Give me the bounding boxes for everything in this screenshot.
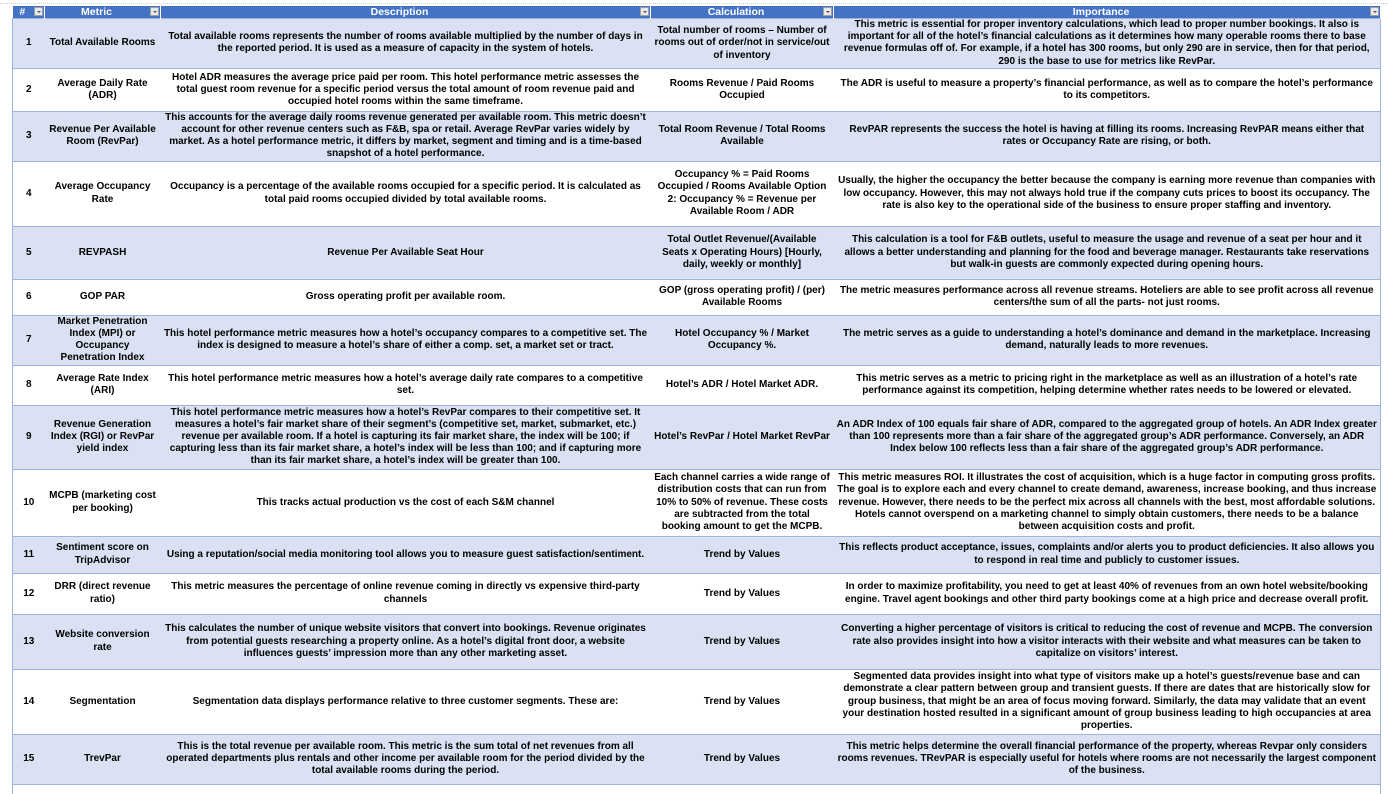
cell-calculation[interactable]: Hotel’s ADR / Hotel Market ADR. [651, 365, 834, 405]
cell-num[interactable]: 12 [13, 573, 45, 614]
cell-importance[interactable]: This calculation is a tool for F&B outlets, useful to measure the usage and revenue of a seat per hour and it allows a better understanding and planning for the food and beverage manager. Restaurants take reservations but walk-in guests are commonly expected during opening hours. [834, 226, 1381, 279]
cell-num[interactable]: 10 [13, 469, 45, 536]
cell-importance[interactable]: Converting a higher percentage of visitors is critical to reducing the cost of revenue and MCPB. The conversion rate also provides insight into how a visitor interacts with their website and what measures can be taken to capitalize on visitors’ interest. [834, 614, 1381, 669]
table-row [13, 365, 1381, 405]
cell-calculation[interactable]: Occupancy % = Paid Rooms Occupied / Rooms Available Option 2: Occupancy % = Revenue per Available Room / ADR [651, 161, 834, 226]
cell-importance[interactable]: In order to maximize profitability, you need to get at least 40% of revenues from an own hotel website/booking engine. Travel agent bookings and other third party bookings come at a high price and decrease overall profit. [834, 573, 1381, 614]
table-row [13, 226, 1381, 279]
hotel-metrics-table [12, 6, 1381, 794]
cell-num[interactable]: 7 [13, 315, 45, 365]
cell-num[interactable]: 15 [13, 734, 45, 784]
filter-dropdown-icon[interactable] [1370, 7, 1379, 16]
empty-cell[interactable] [651, 784, 834, 794]
cell-calculation[interactable]: Total number of rooms – Number of rooms out of order/not in service/out of inventory [651, 19, 834, 69]
column-header-metric [45, 6, 161, 19]
column-header-description [161, 6, 651, 19]
table-row [13, 68, 1381, 111]
cell-description[interactable]: Hotel ADR measures the average price paid per room. This hotel performance metric assesses the total guest room revenue for a specific period versus the total amount of room revenue paid and occupied hotel rooms within the same timeframe. [161, 68, 651, 111]
cell-metric[interactable]: TrevPar [45, 734, 161, 784]
cell-num[interactable]: 8 [13, 365, 45, 405]
table-row [13, 734, 1381, 784]
cell-description[interactable]: Revenue Per Available Seat Hour [161, 226, 651, 279]
empty-cell[interactable] [45, 784, 161, 794]
column-header-label: Metric [81, 6, 112, 18]
cell-description[interactable]: Total available rooms represents the number of rooms available multiplied by the number of days in the reported period. It is used as a measure of capacity in the system of hotels. [161, 19, 651, 69]
cell-num[interactable]: 11 [13, 536, 45, 573]
empty-cell[interactable] [834, 784, 1381, 794]
column-header-importance [834, 6, 1381, 19]
cell-description[interactable]: This accounts for the average daily rooms revenue generated per available room. This metric doesn’t account for other revenue centers such as F&B, spa or retail. Average RevPar varies widely by market. As a hotel performance metric, it differs by market, segment and timing and is a time-based snapshot of a hotel performance. [161, 111, 651, 161]
cell-metric[interactable]: GOP PAR [45, 279, 161, 315]
cell-description[interactable]: This hotel performance metric measures how a hotel’s average daily rate compares to a competitive set. [161, 365, 651, 405]
table-row [13, 536, 1381, 573]
empty-cell[interactable] [13, 784, 45, 794]
table-row [13, 161, 1381, 226]
cell-num[interactable]: 4 [13, 161, 45, 226]
cell-calculation[interactable]: Trend by Values [651, 614, 834, 669]
cell-calculation[interactable]: Trend by Values [651, 536, 834, 573]
column-header-label: Calculation [707, 6, 765, 18]
cell-num[interactable]: 5 [13, 226, 45, 279]
cell-metric[interactable]: Revenue Per Available Room (RevPar) [45, 111, 161, 161]
cell-importance[interactable]: Usually, the higher the occupancy the better because the company is earning more revenue than companies with low occupancy. However, this may not always hold true if the company cuts prices to boost its occupancy. The rate is also key to the operational side of the business to ensure proper staffing and inventory. [834, 161, 1381, 226]
cell-importance[interactable]: This metric serves as a metric to pricing right in the marketplace as well as an illustration of a hotel’s rate performance against its competition, helping determine whether rates needs to be lowered or elevated. [834, 365, 1381, 405]
cell-calculation[interactable]: Hotel’s RevPar / Hotel Market RevPar [651, 405, 834, 469]
cell-description[interactable]: Segmentation data displays performance relative to three customer segments. These are: [161, 669, 651, 734]
cell-importance[interactable]: An ADR Index of 100 equals fair share of ADR, compared to the aggregated group of hotels. An ADR Index greater than 100 represents more than a fair share of the aggregated group’s ADR performance. Conversely, an ADR Index below 100 reflects less than a fair share of the aggregated group’s ADR performance. [834, 405, 1381, 469]
cell-calculation[interactable]: Trend by Values [651, 669, 834, 734]
cell-num[interactable]: 2 [13, 68, 45, 111]
table-row [13, 469, 1381, 536]
table-row [13, 573, 1381, 614]
cell-calculation[interactable]: Total Room Revenue / Total Rooms Available [651, 111, 834, 161]
cell-num[interactable]: 9 [13, 405, 45, 469]
cell-num[interactable]: 6 [13, 279, 45, 315]
cell-importance[interactable]: The ADR is useful to measure a property’s financial performance, as well as to compare the hotel’s performance to its competitors. [834, 68, 1381, 111]
column-header-label: # [19, 6, 26, 18]
cell-metric[interactable]: Website conversion rate [45, 614, 161, 669]
cell-metric[interactable]: Segmentation [45, 669, 161, 734]
empty-cell[interactable] [161, 784, 651, 794]
cell-metric[interactable]: MCPB (marketing cost per booking) [45, 469, 161, 536]
cell-calculation[interactable]: Total Outlet Revenue/(Available Seats x Operating Hours) [Hourly, daily, weekly or monthly] [651, 226, 834, 279]
cell-description[interactable]: Using a reputation/social media monitoring tool allows you to measure guest satisfaction/sentiment. [161, 536, 651, 573]
cell-importance[interactable]: Segmented data provides insight into what type of visitors make up a hotel’s guests/revenue base and can demonstrate a clear pattern between group and transient guests. If there are dates that are historically slow for group business, that might be an area of focus moving forward. Similarly, the data may validate that an event your destination hosted resulted in a significant amount of group business leading to high occupancies at area properties. [834, 669, 1381, 734]
filter-dropdown-icon[interactable] [823, 7, 832, 16]
table-row [13, 405, 1381, 469]
table-row [13, 614, 1381, 669]
cell-importance[interactable]: RevPAR represents the success the hotel is having at filling its rooms. Increasing RevPAR means either that rates or Occupancy Rate are rising, or both. [834, 111, 1381, 161]
table-row [13, 19, 1381, 69]
cell-metric[interactable]: Revenue Generation Index (RGI) or RevPar yield index [45, 405, 161, 469]
cell-metric[interactable]: Total Available Rooms [45, 19, 161, 69]
cell-metric[interactable]: Average Occupancy Rate [45, 161, 161, 226]
filter-dropdown-icon[interactable] [34, 7, 43, 16]
cell-metric[interactable]: REVPASH [45, 226, 161, 279]
column-header-calculation [651, 6, 834, 19]
column-header-label: Importance [1072, 6, 1130, 18]
filter-dropdown-icon[interactable] [640, 7, 649, 16]
cell-calculation[interactable]: Hotel Occupancy % / Market Occupancy %. [651, 315, 834, 365]
column-header-label: Description [370, 6, 429, 18]
cell-importance[interactable]: The metric serves as a guide to understanding a hotel’s dominance and demand in the marketplace. Increasing demand, naturally leads to more revenues. [834, 315, 1381, 365]
cell-description[interactable]: This hotel performance metric measures how a hotel’s occupancy compares to a competitive set. The index is designed to measure a hotel’s share of either a comp. set, a market set or tract. [161, 315, 651, 365]
filter-dropdown-icon[interactable] [150, 7, 159, 16]
cell-description[interactable]: This is the total revenue per available room. This metric is the sum total of net revenues from all operated departments plus rentals and other income per available room for the period divided by the total available rooms during the period. [161, 734, 651, 784]
cell-importance[interactable]: This metric measures ROI. It illustrates the cost of acquisition, which is a huge factor in computing gross profits. The goal is to explore each and every channel to create demand, awareness, increase booking, and thus increase revenue. However, there needs to be the perfect mix across all channels with the best, most affordable solutions. Hotels cannot overspend on a marketing channel to simply obtain customers, there needs to be a balance between acquisition costs and profit. [834, 469, 1381, 536]
cell-metric[interactable]: Average Rate Index (ARI) [45, 365, 161, 405]
cell-description[interactable]: This tracks actual production vs the cost of each S&M channel [161, 469, 651, 536]
table-row [13, 315, 1381, 365]
sheet-gridline [0, 3, 1388, 4]
cell-num[interactable]: 13 [13, 614, 45, 669]
cell-metric[interactable]: Market Penetration Index (MPI) or Occupancy Penetration Index [45, 315, 161, 365]
column-header-num [13, 6, 45, 19]
cell-metric[interactable]: Average Daily Rate (ADR) [45, 68, 161, 111]
cell-importance[interactable]: This reflects product acceptance, issues, complaints and/or alerts you to product deficiencies. It also allows you to respond in real time and publicly to customer issues. [834, 536, 1381, 573]
cell-importance[interactable]: This metric is essential for proper inventory calculations, which lead to proper number bookings. It also is important for all of the hotel’s financial calculations as it determines how many operable rooms there to base revenue formulas off of. For example, if a hotel has 300 rooms, but only 290 are in service, then for that period, 290 is the base to use for metrics like RevPar. [834, 19, 1381, 69]
table-row [13, 669, 1381, 734]
header-row [13, 6, 1381, 19]
cell-calculation[interactable]: Trend by Values [651, 734, 834, 784]
cell-calculation[interactable]: Rooms Revenue / Paid Rooms Occupied [651, 68, 834, 111]
cell-description[interactable]: This calculates the number of unique website visitors that convert into bookings. Revenue originates from potential guests researching a property online. As a hotel’s digital front door, a website influences guests’ impression more than any other marketing asset. [161, 614, 651, 669]
cell-description[interactable]: Occupancy is a percentage of the available rooms occupied for a specific period. It is calculated as total paid rooms occupied divided by total available rooms. [161, 161, 651, 226]
cell-calculation[interactable]: Trend by Values [651, 573, 834, 614]
cell-num[interactable]: 14 [13, 669, 45, 734]
empty-row [13, 784, 1381, 794]
cell-calculation[interactable]: Each channel carries a wide range of distribution costs that can run from 10% to 50% of revenue. These costs are subtracted from the total booking amount to get the MCPB. [651, 469, 834, 536]
cell-description[interactable]: This hotel performance metric measures how a hotel’s RevPar compares to their competitive set. It measures a hotel’s fair market share of their segment’s (competitive set, market, submarket, etc.) revenue per available room. If a hotel is capturing its fair market share, the index will be 100; if capturing less than its fair market share, a hotel’s index will be less than 100; and if capturing more than its fair market share, a hotel’s index will be greater than 100. [161, 405, 651, 469]
cell-importance[interactable]: This metric helps determine the overall financial performance of the property, whereas Revpar only considers rooms revenues. TRevPAR is especially useful for hotels where rooms are not necessarily the largest component of the business. [834, 734, 1381, 784]
cell-metric[interactable]: Sentiment score on TripAdvisor [45, 536, 161, 573]
table-row [13, 111, 1381, 161]
cell-num[interactable]: 1 [13, 19, 45, 69]
cell-calculation[interactable]: GOP (gross operating profit) / (per) Available Rooms [651, 279, 834, 315]
cell-num[interactable]: 3 [13, 111, 45, 161]
cell-metric[interactable]: DRR (direct revenue ratio) [45, 573, 161, 614]
table-row [13, 279, 1381, 315]
cell-description[interactable]: Gross operating profit per available room. [161, 279, 651, 315]
cell-description[interactable]: This metric measures the percentage of online revenue coming in directly vs expensive third-party channels [161, 573, 651, 614]
cell-importance[interactable]: The metric measures performance across all revenue streams. Hoteliers are able to see profit across all revenue centers/the sum of all the parts- not just rooms. [834, 279, 1381, 315]
